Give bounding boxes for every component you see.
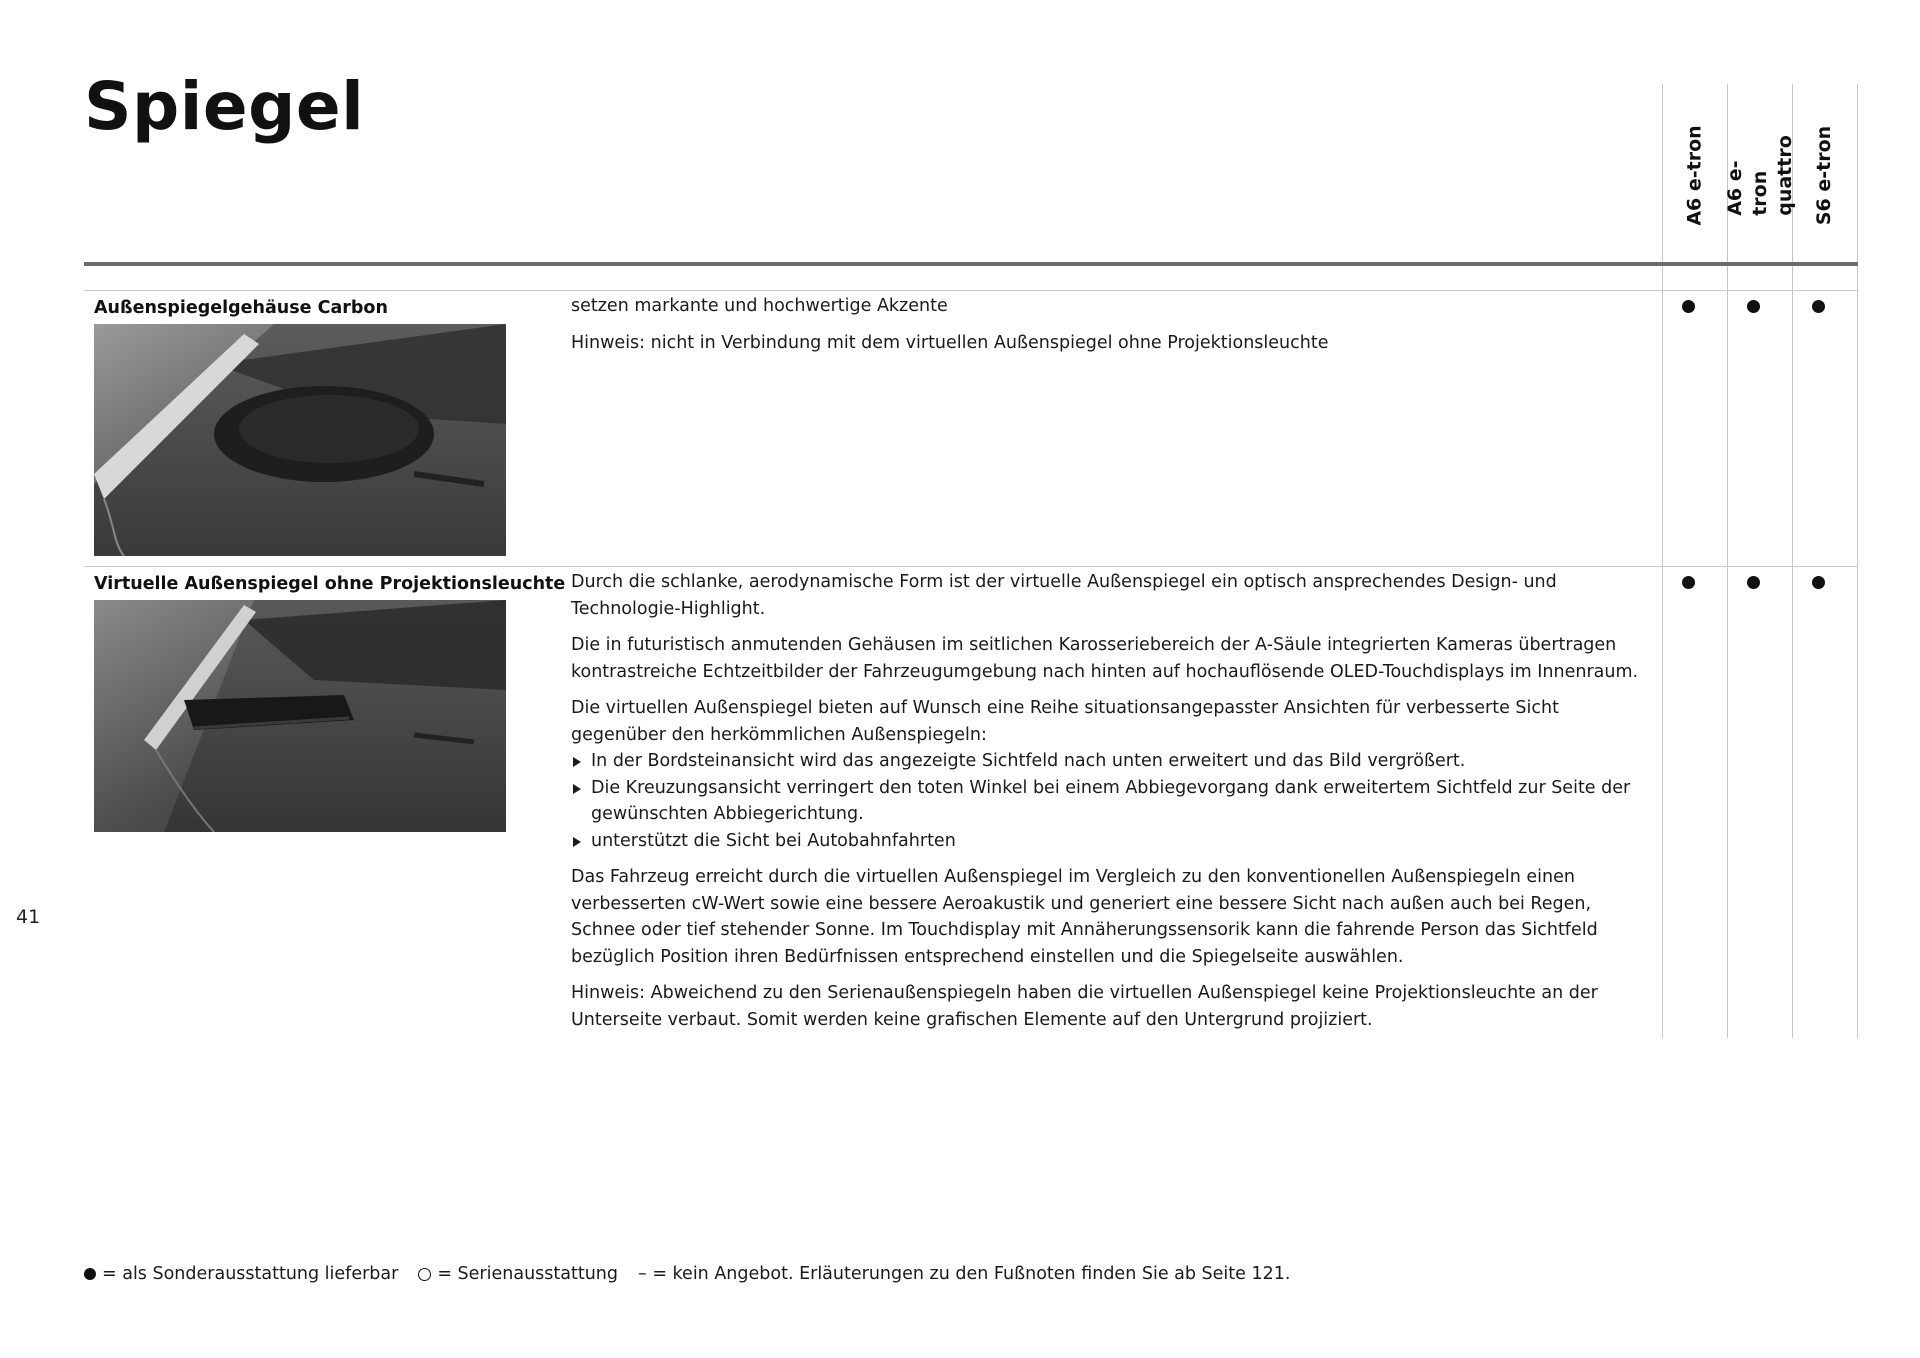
row-divider	[84, 566, 1858, 567]
availability-dot	[1747, 300, 1760, 313]
availability-dot	[1812, 300, 1825, 313]
triangle-bullet-icon	[573, 837, 581, 847]
virtual-mirror-photo	[94, 600, 506, 832]
paragraph: Durch die schlanke, aerodynamische Form ist der virtuelle Außenspiegel ein optisch ansprechendes Design- und Technologie-Highlight.	[571, 572, 1557, 619]
page-number: 41	[16, 906, 41, 928]
paragraph: Das Fahrzeug erreicht durch die virtuellen Außenspiegel im Vergleich zu den konventionellen Außenspiegeln einen verbesserten cW-Wert sowie eine bessere Aeroakustik und generiert eine bessere Sicht nach außen auch bei Regen, Schnee oder tief stehender Sonne. Im Touchdisplay mit Annäherungssensorik kann die fahrende Person das Sichtfeld bezüglich Position ihren Bedürfnissen entsprechend einstellen und die Spiegelseite auswählen.	[571, 867, 1598, 967]
legend-standard: = Serienausstattung	[418, 1264, 618, 1284]
column-divider	[1662, 84, 1663, 1038]
paragraph: Die in futuristisch anmutenden Gehäusen im seitlichen Karosseriebereich der A-Säule integrierten Kameras übertragen kontrastreiche Echtzeitbilder der Fahrzeugumgebung nach hinten auf hochauflösende OLED-Touchdisplays im Innenraum.	[571, 635, 1639, 682]
availability-dot	[1682, 300, 1695, 313]
paragraph: setzen markante und hochwertige Akzente	[571, 296, 948, 316]
bullet-list	[571, 748, 1651, 854]
availability-dot	[1682, 576, 1695, 589]
page-title: Spiegel	[84, 68, 365, 145]
list-item: Die Kreuzungsansicht verringert den toten Winkel bei einem Abbiegevorgang dank erweitertem Sichtfeld zur Seite der gewünschten Abbiegerichtung.	[571, 775, 1651, 828]
triangle-bullet-icon	[573, 757, 581, 767]
column-divider	[1792, 84, 1793, 1038]
model-header-a6: A6 e-tron	[1683, 124, 1706, 226]
legend	[84, 1264, 1310, 1284]
column-divider	[1727, 84, 1728, 1038]
model-header-a6-quattro: A6 e-tron quattro	[1723, 134, 1796, 216]
paragraph: Hinweis: Abweichend zu den Serienaußenspiegeln haben die virtuellen Außenspiegel keine Projektionsleuchte an der Unterseite verbaut. Somit werden keine grafischen Elemente auf den Untergrund projiziert.	[571, 983, 1598, 1030]
filled-dot-icon	[84, 1268, 96, 1280]
legend-none: – = kein Angebot. Erläuterungen zu den Fußnoten finden Sie ab Seite 121.	[638, 1264, 1291, 1284]
list-item: unterstützt die Sicht bei Autobahnfahrten	[571, 828, 1651, 855]
legend-optional: = als Sonderausstattung lieferbar	[84, 1264, 398, 1284]
open-dot-icon	[418, 1268, 431, 1281]
row-title-carbon: Außenspiegelgehäuse Carbon	[94, 298, 388, 318]
model-header-s6: S6 e-tron	[1813, 125, 1836, 225]
header-rule	[84, 262, 1858, 266]
row-divider	[84, 290, 1858, 291]
paragraph: Hinweis: nicht in Verbindung mit dem virtuellen Außenspiegel ohne Projektionsleuchte	[571, 332, 1329, 353]
row-title-virtual-mirror: Virtuelle Außenspiegel ohne Projektionsleuchte	[94, 574, 566, 594]
row-description-virtual-mirror	[571, 569, 1651, 1043]
availability-dot	[1812, 576, 1825, 589]
row-description-carbon	[571, 293, 1651, 366]
availability-dot	[1747, 576, 1760, 589]
list-item: In der Bordsteinansicht wird das angezeigte Sichtfeld nach unten erweitert und das Bild vergrößert.	[571, 748, 1651, 775]
carbon-mirror-photo	[94, 324, 506, 556]
triangle-bullet-icon	[573, 784, 581, 794]
column-divider	[1857, 84, 1858, 1038]
paragraph: Die virtuellen Außenspiegel bieten auf Wunsch eine Reihe situationsangepasster Ansichten für verbesserte Sicht gegenüber den herkömmlichen Außenspiegeln:	[571, 698, 1559, 745]
